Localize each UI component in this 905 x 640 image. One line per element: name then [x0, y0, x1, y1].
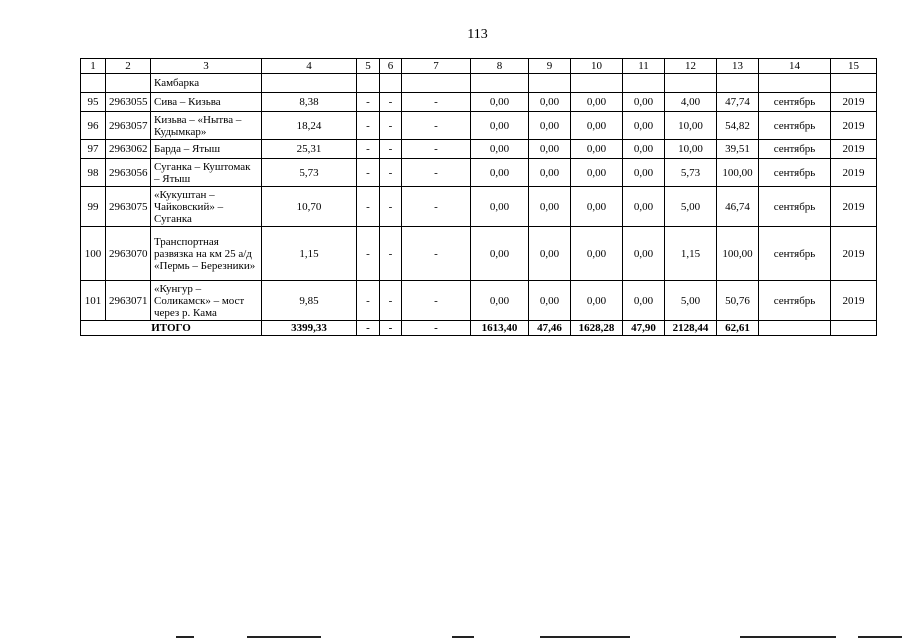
table-cell: -: [357, 93, 380, 112]
table-cell: 1613,40: [471, 321, 529, 336]
table-cell: 0,00: [471, 281, 529, 321]
road-code: 2963075: [106, 187, 151, 227]
table-cell: 0,00: [571, 93, 623, 112]
scan-artifact: [247, 636, 321, 638]
table-cell: 0,00: [529, 281, 571, 321]
road-length: 10,70: [262, 187, 357, 227]
table-cell: сентябрь: [759, 187, 831, 227]
table-cell: 0,00: [529, 93, 571, 112]
table-cell: -: [357, 159, 380, 187]
road-works-table: [80, 58, 877, 336]
table-cell: [717, 74, 759, 93]
road-code: 2963070: [106, 227, 151, 281]
table-cell: -: [357, 281, 380, 321]
table-cell: [571, 74, 623, 93]
header-cell: 10: [571, 59, 623, 74]
table-cell: 1,15: [665, 227, 717, 281]
table-cell: 46,74: [717, 187, 759, 227]
road-name: Суганка – Куштомак – Ятыш: [151, 159, 262, 187]
table-cell: -: [357, 187, 380, 227]
table-cell: 54,82: [717, 112, 759, 140]
road-code: 2963057: [106, 112, 151, 140]
table-cell: [529, 74, 571, 93]
total-row: [81, 321, 877, 336]
table-cell: 10,00: [665, 112, 717, 140]
table-cell: 0,00: [623, 140, 665, 159]
table-cell: сентябрь: [759, 159, 831, 187]
table-cell: [665, 74, 717, 93]
total-label: ИТОГО: [81, 321, 262, 336]
row-number: 98: [81, 159, 106, 187]
table-cell: 0,00: [529, 140, 571, 159]
road-name: «Кунгур – Соликамск» – мост через р. Кама: [151, 281, 262, 321]
table-cell: 62,61: [717, 321, 759, 336]
table-cell: 0,00: [471, 140, 529, 159]
table-cell: [357, 74, 380, 93]
header-cell: 1: [81, 59, 106, 74]
table-cell: -: [357, 321, 380, 336]
row-number: 99: [81, 187, 106, 227]
header-cell: 2: [106, 59, 151, 74]
header-cell: 5: [357, 59, 380, 74]
table-cell: 2019: [831, 159, 877, 187]
scan-artifact: [740, 636, 836, 638]
table-cell: 0,00: [623, 112, 665, 140]
road-length: 18,24: [262, 112, 357, 140]
table-cell: 0,00: [623, 93, 665, 112]
table-cell: 0,00: [571, 281, 623, 321]
table-cell: 100,00: [717, 159, 759, 187]
road-name: «Кукуштан – Чайковский» – Суганка: [151, 187, 262, 227]
header-cell: 13: [717, 59, 759, 74]
total-length: 3399,33: [262, 321, 357, 336]
header-cell: 4: [262, 59, 357, 74]
table-cell: 1628,28: [571, 321, 623, 336]
table-cell: [402, 74, 471, 93]
header-cell: 8: [471, 59, 529, 74]
table-cell: 2019: [831, 281, 877, 321]
table-cell: [380, 74, 402, 93]
road-name: Транспортная развязка на км 25 а/д «Пермь – Березники»: [151, 227, 262, 281]
column-number-row: [81, 59, 877, 74]
table-cell: -: [380, 159, 402, 187]
header-cell: 9: [529, 59, 571, 74]
table-cell: 2019: [831, 93, 877, 112]
table-row: [81, 159, 877, 187]
scan-artifact: [176, 636, 194, 638]
table-cell: [831, 321, 877, 336]
table-cell: 50,76: [717, 281, 759, 321]
table-cell: -: [380, 227, 402, 281]
table-cell: 5,73: [665, 159, 717, 187]
road-code: 2963071: [106, 281, 151, 321]
table-cell: -: [380, 281, 402, 321]
table-row: [81, 187, 877, 227]
table-cell: [106, 74, 151, 93]
road-length: 1,15: [262, 227, 357, 281]
table-cell: сентябрь: [759, 112, 831, 140]
table-cell: [759, 321, 831, 336]
header-cell: 6: [380, 59, 402, 74]
road-code: 2963055: [106, 93, 151, 112]
table-cell: [81, 74, 106, 93]
table-cell: 0,00: [471, 187, 529, 227]
table-cell: 0,00: [623, 187, 665, 227]
scan-artifact: [452, 636, 474, 638]
table-cell: 5,00: [665, 281, 717, 321]
table-cell: 0,00: [471, 93, 529, 112]
road-length: 25,31: [262, 140, 357, 159]
table-cell: 0,00: [571, 227, 623, 281]
table-cell: 0,00: [623, 159, 665, 187]
road-code: 2963056: [106, 159, 151, 187]
road-length: 5,73: [262, 159, 357, 187]
table-cell: -: [380, 187, 402, 227]
header-cell: 12: [665, 59, 717, 74]
road-name: Камбарка: [151, 74, 262, 93]
table-cell: -: [357, 112, 380, 140]
table-cell: 0,00: [471, 112, 529, 140]
road-name: Барда – Ятыш: [151, 140, 262, 159]
header-cell: 3: [151, 59, 262, 74]
table-cell: 2019: [831, 112, 877, 140]
table-row: [81, 112, 877, 140]
header-cell: 7: [402, 59, 471, 74]
table-row: [81, 93, 877, 112]
road-name: Кизьва – «Нытва – Кудымкар»: [151, 112, 262, 140]
table-cell: -: [380, 112, 402, 140]
table-cell: -: [380, 140, 402, 159]
row-number: 95: [81, 93, 106, 112]
table-cell: -: [380, 93, 402, 112]
continuation-row: [81, 74, 877, 93]
table-cell: 39,51: [717, 140, 759, 159]
table-cell: [831, 74, 877, 93]
scan-artifact: [858, 636, 902, 638]
table-cell: 5,00: [665, 187, 717, 227]
header-cell: 15: [831, 59, 877, 74]
table-cell: 0,00: [529, 187, 571, 227]
table-cell: [623, 74, 665, 93]
table-cell: -: [402, 227, 471, 281]
row-number: 100: [81, 227, 106, 281]
table-cell: -: [357, 227, 380, 281]
table-cell: 47,74: [717, 93, 759, 112]
table-cell: 100,00: [717, 227, 759, 281]
table-cell: 2128,44: [665, 321, 717, 336]
table-cell: 0,00: [571, 159, 623, 187]
table-cell: [759, 74, 831, 93]
scan-artifact: [540, 636, 630, 638]
table-cell: сентябрь: [759, 227, 831, 281]
table-cell: 0,00: [471, 159, 529, 187]
table-cell: 0,00: [571, 112, 623, 140]
table-cell: -: [357, 140, 380, 159]
road-length: 8,38: [262, 93, 357, 112]
table-cell: -: [402, 140, 471, 159]
table-cell: 0,00: [471, 227, 529, 281]
road-length: 9,85: [262, 281, 357, 321]
table-cell: -: [402, 187, 471, 227]
table-cell: 47,46: [529, 321, 571, 336]
table-cell: 2019: [831, 187, 877, 227]
row-number: 101: [81, 281, 106, 321]
table-cell: 0,00: [571, 140, 623, 159]
table-cell: -: [402, 321, 471, 336]
row-number: 96: [81, 112, 106, 140]
table-cell: -: [380, 321, 402, 336]
header-cell: 11: [623, 59, 665, 74]
table-cell: сентябрь: [759, 93, 831, 112]
table-cell: 0,00: [623, 227, 665, 281]
table-cell: 2019: [831, 227, 877, 281]
table-cell: 4,00: [665, 93, 717, 112]
table-row: [81, 140, 877, 159]
table-cell: [262, 74, 357, 93]
road-code: 2963062: [106, 140, 151, 159]
road-name: Сива – Кизьва: [151, 93, 262, 112]
table-cell: 0,00: [571, 187, 623, 227]
table-cell: 0,00: [529, 227, 571, 281]
table-cell: 0,00: [623, 281, 665, 321]
table-cell: 47,90: [623, 321, 665, 336]
table-cell: 2019: [831, 140, 877, 159]
table-cell: 0,00: [529, 112, 571, 140]
table-cell: сентябрь: [759, 140, 831, 159]
table-cell: 10,00: [665, 140, 717, 159]
page-number: 113: [467, 27, 488, 42]
table-cell: сентябрь: [759, 281, 831, 321]
table-row: [81, 227, 877, 281]
table-cell: 0,00: [529, 159, 571, 187]
table-cell: -: [402, 159, 471, 187]
table-cell: -: [402, 281, 471, 321]
header-cell: 14: [759, 59, 831, 74]
table-cell: -: [402, 112, 471, 140]
table-cell: -: [402, 93, 471, 112]
table-cell: [471, 74, 529, 93]
table-row: [81, 281, 877, 321]
row-number: 97: [81, 140, 106, 159]
